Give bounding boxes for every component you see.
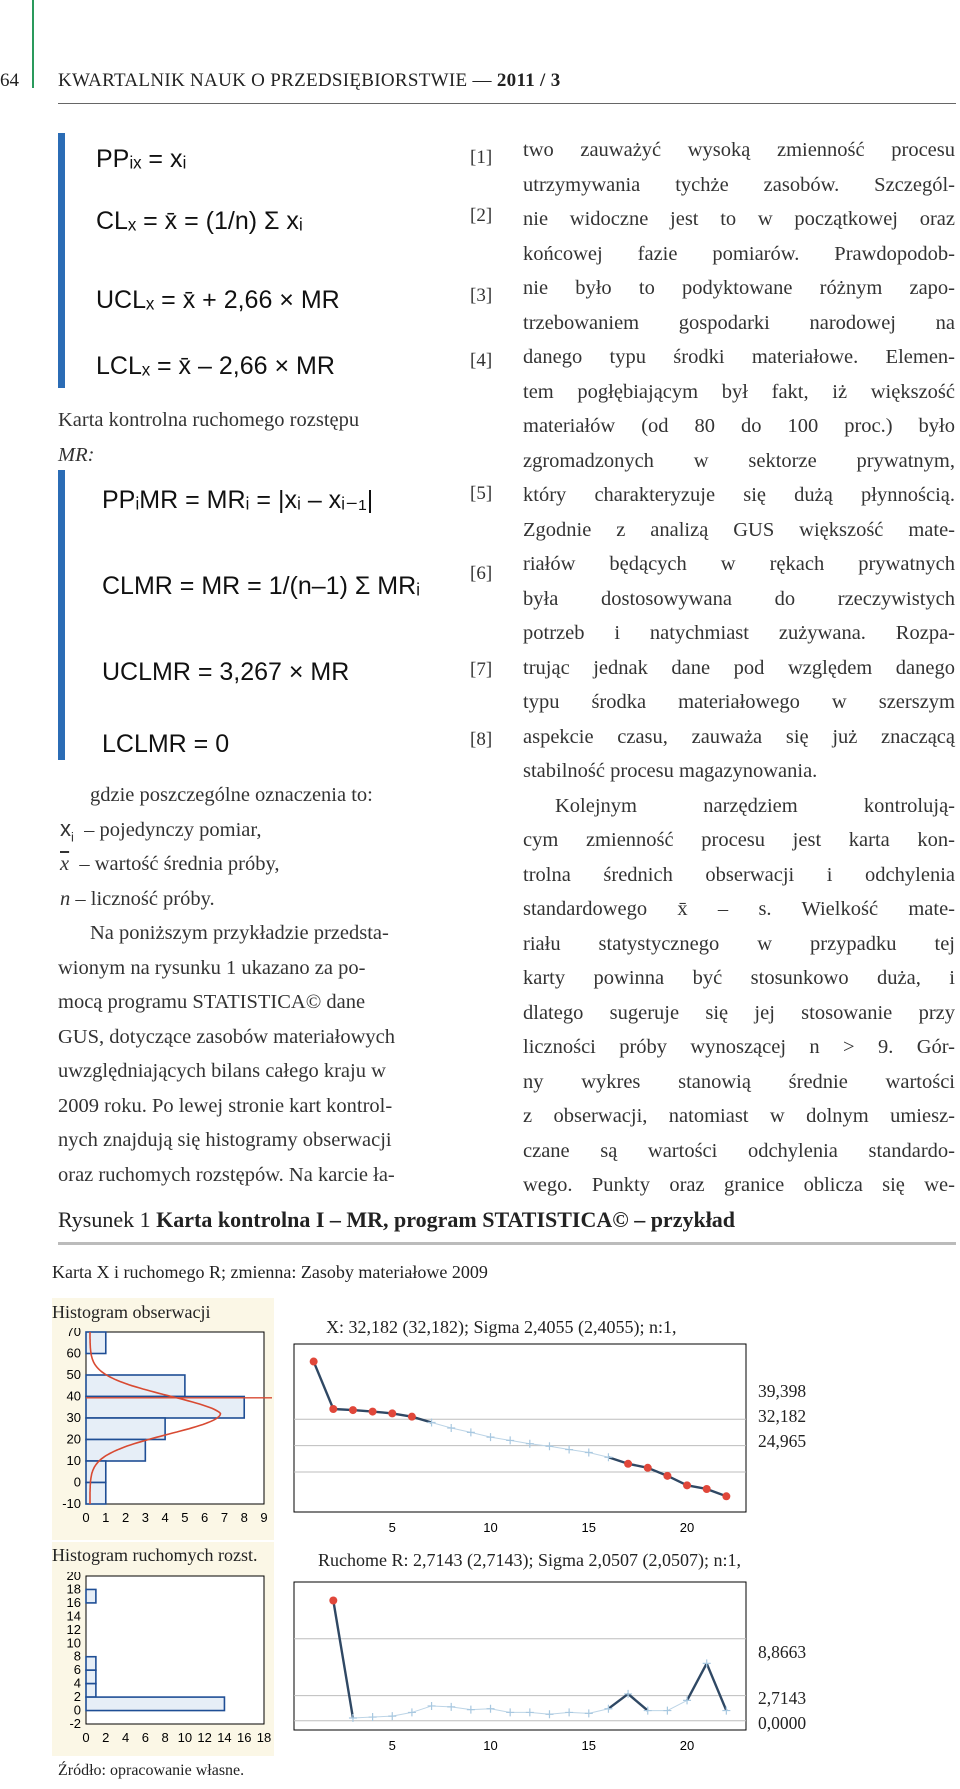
x-tick-label: 14 bbox=[217, 1730, 232, 1745]
x-tick-label: 18 bbox=[256, 1730, 272, 1745]
out-of-control-point bbox=[408, 1413, 416, 1421]
histogram-bar bbox=[86, 1670, 96, 1683]
x-cl-label: 32,182 bbox=[758, 1406, 807, 1426]
x-tick-label: 2 bbox=[102, 1730, 110, 1745]
x-tick-label: 5 bbox=[181, 1510, 189, 1525]
mr-control-chart bbox=[290, 1578, 750, 1758]
equation-6: CLMR = MR = 1/(n–1) Σ MRᵢ bbox=[102, 572, 421, 600]
out-of-control-point bbox=[329, 1597, 337, 1605]
right-para-line: tem pogłębiającym był fakt, iż większość bbox=[523, 380, 955, 403]
right-para-line: riału statystycznego w przypadku tej bbox=[523, 932, 955, 955]
right-para-line: Zgodnie z analizą GUS większość mate- bbox=[523, 518, 955, 541]
right-para-line: trzebowaniem gospodarki narodowej na bbox=[523, 311, 955, 334]
figure-subtitle: Karta X i ruchomego R; zmienna: Zasoby materiałowe 2009 bbox=[52, 1262, 488, 1282]
right-para-line: trując jednak dane pod względem danego bbox=[523, 656, 955, 679]
right-para-line: zgromadzonych w sektorze prywatnym, bbox=[523, 449, 955, 472]
y-tick-label: 30 bbox=[66, 1410, 81, 1425]
histogram-moving-range bbox=[52, 1572, 274, 1757]
x-tick-label: 20 bbox=[679, 1738, 695, 1753]
histogram-mr-title: Histogram ruchomych rozst. bbox=[52, 1545, 258, 1565]
equation-number-3: [3] bbox=[470, 285, 493, 306]
x-tick-label: 15 bbox=[581, 1738, 597, 1753]
right-para-line: trolna średnich obserwacji i odchylenia bbox=[523, 863, 955, 886]
left-para-line: wionym na rysunku 1 ukazano za po- bbox=[58, 956, 366, 979]
mr-ucl-label: 8,8663 bbox=[758, 1642, 807, 1662]
equation-number-2: [2] bbox=[470, 205, 493, 226]
x-tick-label: 5 bbox=[388, 1738, 396, 1753]
y-tick-label: 20 bbox=[66, 1431, 81, 1447]
histogram-bar bbox=[86, 1589, 96, 1602]
x-tick-label: 8 bbox=[240, 1510, 248, 1525]
right-para-line: cym zmienność procesu jest karta kon- bbox=[523, 829, 955, 851]
right-para-line: ny wykres stanowią średnie wartości bbox=[523, 1070, 955, 1093]
mr-lcl-label: 0,0000 bbox=[758, 1713, 807, 1733]
y-tick-label: 12 bbox=[66, 1621, 81, 1637]
right-para-line: karty powinna być stosunkowo duża, i bbox=[523, 967, 955, 989]
right-para-line: utrzymywania tychże zasobów. Szczegól- bbox=[523, 173, 955, 196]
x-lcl-label: 24,965 bbox=[758, 1431, 807, 1451]
out-of-control-point bbox=[722, 1492, 730, 1500]
x-tick-label: 2 bbox=[121, 1510, 130, 1525]
equation-1: PPᵢₓ = xᵢ bbox=[96, 145, 187, 173]
equation-bar-mr bbox=[58, 470, 65, 760]
y-tick-label: 50 bbox=[66, 1367, 81, 1382]
right-para-line: stabilność procesu magazynowania. bbox=[523, 760, 818, 782]
definition-xi: $x_i$ – pojedynczy pomiar, bbox=[60, 816, 262, 845]
right-para-line: czane są wartości odchylenia standardo- bbox=[523, 1139, 955, 1162]
histogram-bar bbox=[86, 1684, 96, 1697]
right-para-line: który charakteryzuje się dużą płynnością. bbox=[523, 484, 955, 506]
equation-number-5: [5] bbox=[470, 483, 493, 504]
equation-2: CLₓ = x̄ = (1/n) Σ xᵢ bbox=[96, 207, 303, 235]
y-tick-label: 18 bbox=[66, 1581, 81, 1597]
figure-rule bbox=[58, 1242, 956, 1245]
definition-xbar: $\overline{x}$ – wartość średnia próby, bbox=[60, 853, 280, 875]
mr-chart-title: Ruchome R: 2,7143 (2,7143); Sigma 2,0507 (2,0507); n:1, bbox=[318, 1550, 741, 1570]
definition-n: n – liczność próby. bbox=[60, 888, 215, 910]
right-para-line: z obserwacji, natomiast w dolnym umiesz- bbox=[523, 1105, 955, 1127]
plot-frame bbox=[294, 1344, 746, 1512]
header-rule bbox=[32, 0, 34, 88]
x-tick-label: 10 bbox=[483, 1738, 498, 1753]
x-tick-label: 10 bbox=[483, 1520, 498, 1535]
x-tick-label: 20 bbox=[679, 1520, 695, 1535]
right-para-line: potrzeb i natychmiast zużywana. Rozpa- bbox=[523, 622, 955, 644]
left-para-line: mocą programu STATISTICA© dane bbox=[58, 991, 366, 1013]
left-para-line: Na poniższym przykładzie przedsta- bbox=[90, 922, 389, 944]
right-column bbox=[523, 133, 955, 1203]
x-tick-label: 9 bbox=[260, 1510, 268, 1525]
histogram-bar bbox=[86, 1418, 165, 1440]
equation-number-6: [6] bbox=[470, 563, 493, 584]
x-tick-label: 0 bbox=[82, 1730, 90, 1745]
out-of-control-point bbox=[310, 1358, 318, 1366]
figure-source: Źródło: opracowanie własne. bbox=[58, 1762, 245, 1779]
x-tick-label: 10 bbox=[177, 1730, 193, 1745]
histogram-observations bbox=[52, 1328, 274, 1538]
y-tick-label: 16 bbox=[66, 1594, 81, 1610]
page-number: 64 bbox=[0, 70, 19, 91]
histogram-obs-title: Histogram obserwacji bbox=[52, 1302, 211, 1322]
histogram-bar bbox=[86, 1483, 106, 1505]
x-tick-label: 12 bbox=[197, 1730, 212, 1745]
right-para-line: aspekcie czasu, zauważa się już znaczącą bbox=[523, 725, 955, 748]
right-para-line: Kolejnym narzędziem kontrolują- bbox=[555, 794, 955, 817]
right-para-line: materiałów (od 80 do 100 proc.) było bbox=[523, 415, 955, 437]
out-of-control-point bbox=[388, 1409, 396, 1417]
y-tick-label: 60 bbox=[66, 1345, 81, 1361]
definitions-intro: gdzie poszczególne oznaczenia to: bbox=[90, 784, 373, 806]
y-tick-label: -2 bbox=[69, 1716, 81, 1731]
x-tick-label: 1 bbox=[102, 1510, 110, 1525]
right-para-line: typu środka materiałowego w szerszym bbox=[523, 691, 955, 713]
plot-frame bbox=[294, 1582, 746, 1730]
y-tick-label: 10 bbox=[66, 1635, 81, 1651]
histogram-bar bbox=[86, 1332, 106, 1354]
equation-number-8: [8] bbox=[470, 729, 493, 750]
x-chart-title: X: 32,182 (32,182); Sigma 2,4055 (2,4055); n:1, bbox=[326, 1317, 677, 1337]
y-tick-label: 14 bbox=[66, 1608, 81, 1624]
equation-number-4: [4] bbox=[470, 350, 493, 371]
y-tick-label: 70 bbox=[66, 1328, 81, 1339]
equation-5: PPᵢMR = MRᵢ = |xᵢ – xᵢ₋₁| bbox=[102, 486, 374, 514]
histogram-bar bbox=[86, 1657, 96, 1670]
right-para-line: danego typu środki materiałowe. Elemen- bbox=[523, 346, 955, 368]
x-tick-label: 7 bbox=[220, 1510, 229, 1525]
left-paragraph bbox=[58, 916, 490, 1192]
y-tick-label: 0 bbox=[73, 1474, 81, 1490]
right-paragraph-2 bbox=[523, 789, 955, 1203]
histogram-bar bbox=[86, 1697, 224, 1710]
x-tick-label: 6 bbox=[141, 1730, 149, 1745]
x-tick-label: 15 bbox=[581, 1520, 597, 1535]
x-tick-label: 6 bbox=[201, 1510, 209, 1525]
equation-number-1: [1] bbox=[470, 147, 493, 168]
y-tick-label: 6 bbox=[73, 1662, 81, 1678]
y-tick-label: 4 bbox=[73, 1675, 81, 1691]
right-para-line: liczności próby wynoszącej n > 9. Gór- bbox=[523, 1036, 955, 1058]
right-para-line: standardowego x̄ – s. Wielkość mate- bbox=[523, 898, 955, 920]
y-tick-label: -10 bbox=[62, 1496, 81, 1511]
x-tick-label: 4 bbox=[161, 1510, 169, 1525]
mr-intro-line: Karta kontrolna ruchomego rozstępu bbox=[58, 409, 360, 431]
out-of-control-point bbox=[349, 1406, 357, 1414]
right-para-line: dlatego sugeruje się jej stosowanie przy bbox=[523, 1001, 955, 1024]
out-of-control-point bbox=[663, 1472, 671, 1480]
left-para-line: nych znajdują się histogramy obserwacji bbox=[58, 1129, 392, 1151]
header-line bbox=[58, 103, 956, 104]
out-of-control-point bbox=[683, 1481, 691, 1489]
histogram-bar bbox=[86, 1375, 185, 1397]
x-control-chart bbox=[290, 1340, 750, 1540]
equation-8: LCLMR = 0 bbox=[102, 730, 230, 758]
y-tick-label: 20 bbox=[66, 1572, 81, 1583]
right-para-line: riałów będących w rękach prywatnych bbox=[523, 553, 955, 575]
out-of-control-point bbox=[703, 1485, 711, 1493]
mr-label: MR: bbox=[58, 444, 95, 466]
left-para-line: 2009 roku. Po lewej stronie kart kontrol- bbox=[58, 1094, 393, 1117]
x-tick-label: 8 bbox=[161, 1730, 169, 1745]
right-paragraph-1 bbox=[523, 133, 955, 789]
y-tick-label: 2 bbox=[73, 1689, 81, 1705]
equation-bar-x bbox=[58, 133, 65, 388]
equation-number-7: [7] bbox=[470, 659, 493, 680]
x-ucl-label: 39,398 bbox=[758, 1381, 807, 1401]
running-header: KWARTALNIK NAUK O PRZEDSIĘBIORSTWIE — 2011 / 3 bbox=[58, 70, 561, 91]
y-tick-label: 8 bbox=[73, 1648, 81, 1664]
right-para-line: wego. Punkty oraz granice oblicza się we- bbox=[523, 1174, 955, 1196]
y-tick-label: 40 bbox=[66, 1388, 81, 1404]
x-tick-label: 3 bbox=[141, 1510, 149, 1525]
y-tick-label: 10 bbox=[66, 1453, 81, 1468]
left-para-line: uwzględniających bilans całego kraju w bbox=[58, 1060, 386, 1082]
x-tick-label: 4 bbox=[121, 1730, 130, 1745]
mr-cl-label: 2,7143 bbox=[758, 1688, 807, 1708]
right-para-line: końcowej fazie pomiarów. Prawdopodob- bbox=[523, 242, 955, 265]
right-para-line: nie widoczne jest to w początkowej oraz bbox=[523, 208, 955, 230]
left-para-line: GUS, dotyczące zasobów materiałowych bbox=[58, 1025, 395, 1048]
out-of-control-point bbox=[369, 1408, 377, 1416]
left-para-line: oraz ruchomych rozstępów. Na karcie ła- bbox=[58, 1163, 395, 1186]
out-of-control-point bbox=[644, 1464, 652, 1472]
equation-3: UCLₓ = x̄ + 2,66 × MR bbox=[96, 286, 340, 314]
right-para-line: two zauważyć wysoką zmienność procesu bbox=[523, 139, 955, 161]
out-of-control-point bbox=[329, 1405, 337, 1413]
right-para-line: była dostosowywana do rzeczywistych bbox=[523, 587, 955, 610]
x-tick-label: 5 bbox=[388, 1520, 396, 1535]
out-of-control-point bbox=[624, 1460, 632, 1468]
x-tick-label: 16 bbox=[236, 1730, 252, 1745]
right-para-line: nie było to podyktowane różnym zapo- bbox=[523, 277, 955, 299]
y-tick-label: 0 bbox=[73, 1702, 81, 1718]
equation-4: LCLₓ = x̄ – 2,66 × MR bbox=[96, 352, 335, 380]
figure-title: Rysunek 1 Karta kontrolna I – MR, program STATISTICA© – przykład bbox=[58, 1207, 736, 1232]
x-tick-label: 0 bbox=[82, 1510, 90, 1525]
equation-7: UCLMR = 3,267 × MR bbox=[102, 658, 350, 686]
